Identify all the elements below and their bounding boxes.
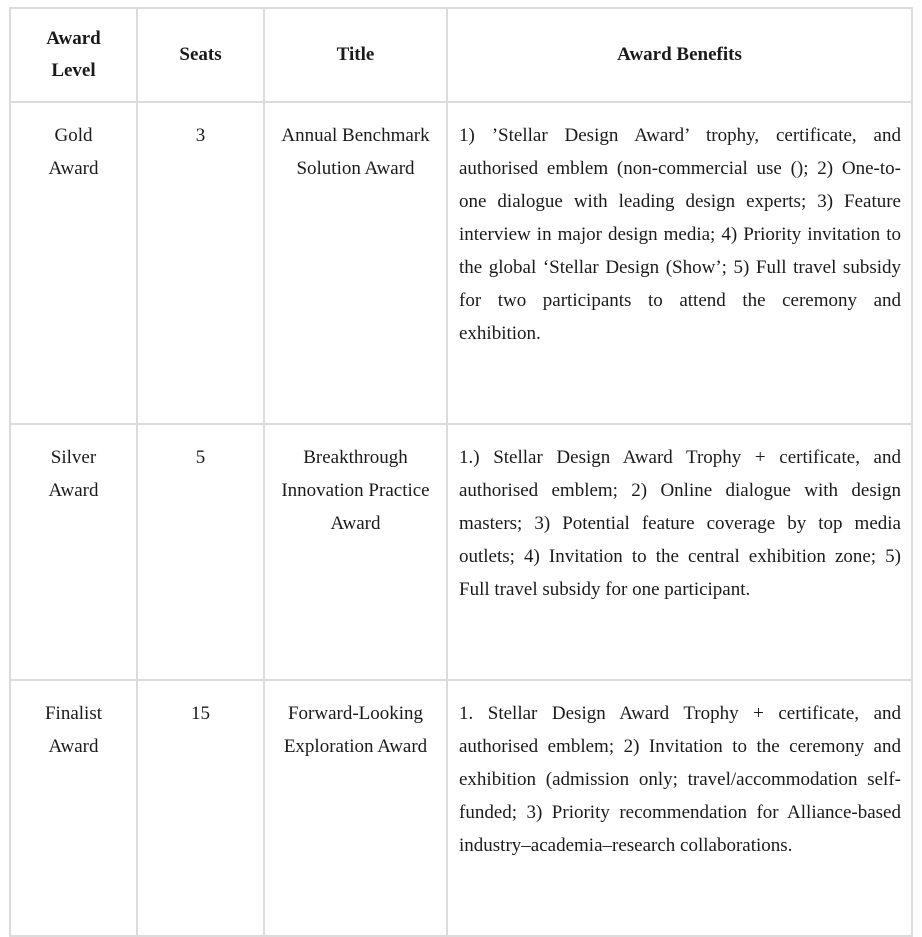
awards-table xyxy=(9,7,913,937)
cell-title: Forward-Looking Exploration Award xyxy=(264,680,447,936)
header-title: Title xyxy=(264,8,447,102)
header-award-benefits: Award Benefits xyxy=(447,8,912,102)
cell-title: Breakthrough Innovation Practice Award xyxy=(264,424,447,680)
header-award-level: Award Level xyxy=(10,8,137,102)
cell-award-benefits: 1) ’Stellar Design Award’ trophy, certificate, and authorised emblem (non-commercial use (); 2) One-to-one dialogue with leading design experts; 3) Feature interview in major design media; 4) Priority invitation to the global ‘Stellar Design (Show’; 5) Full travel subsidy for two participants to attend the ceremony and exhibition. xyxy=(447,102,912,424)
cell-title: Annual Benchmark Solution Award xyxy=(264,102,447,424)
table-header-row xyxy=(10,8,912,102)
table-row xyxy=(10,680,912,936)
cell-award-benefits: 1.) Stellar Design Award Trophy + certificate, and authorised emblem; 2) Online dialogue with design masters; 3) Potential feature coverage by top media outlets; 4) Invitation to the central exhibition zone; 5) Full travel subsidy for one participant. xyxy=(447,424,912,680)
cell-seats: 3 xyxy=(137,102,264,424)
cell-award-level: Gold Award xyxy=(10,102,137,424)
cell-seats: 5 xyxy=(137,424,264,680)
cell-award-benefits: 1. Stellar Design Award Trophy + certificate, and authorised emblem; 2) Invitation to the ceremony and exhibition (admission only; travel/accommodation self-funded; 3) Priority recommendation for Alliance-based industry–academia–research collaborations. xyxy=(447,680,912,936)
table-row xyxy=(10,102,912,424)
cell-award-level: Silver Award xyxy=(10,424,137,680)
header-seats: Seats xyxy=(137,8,264,102)
cell-seats: 15 xyxy=(137,680,264,936)
table-row xyxy=(10,424,912,680)
cell-award-level: Finalist Award xyxy=(10,680,137,936)
